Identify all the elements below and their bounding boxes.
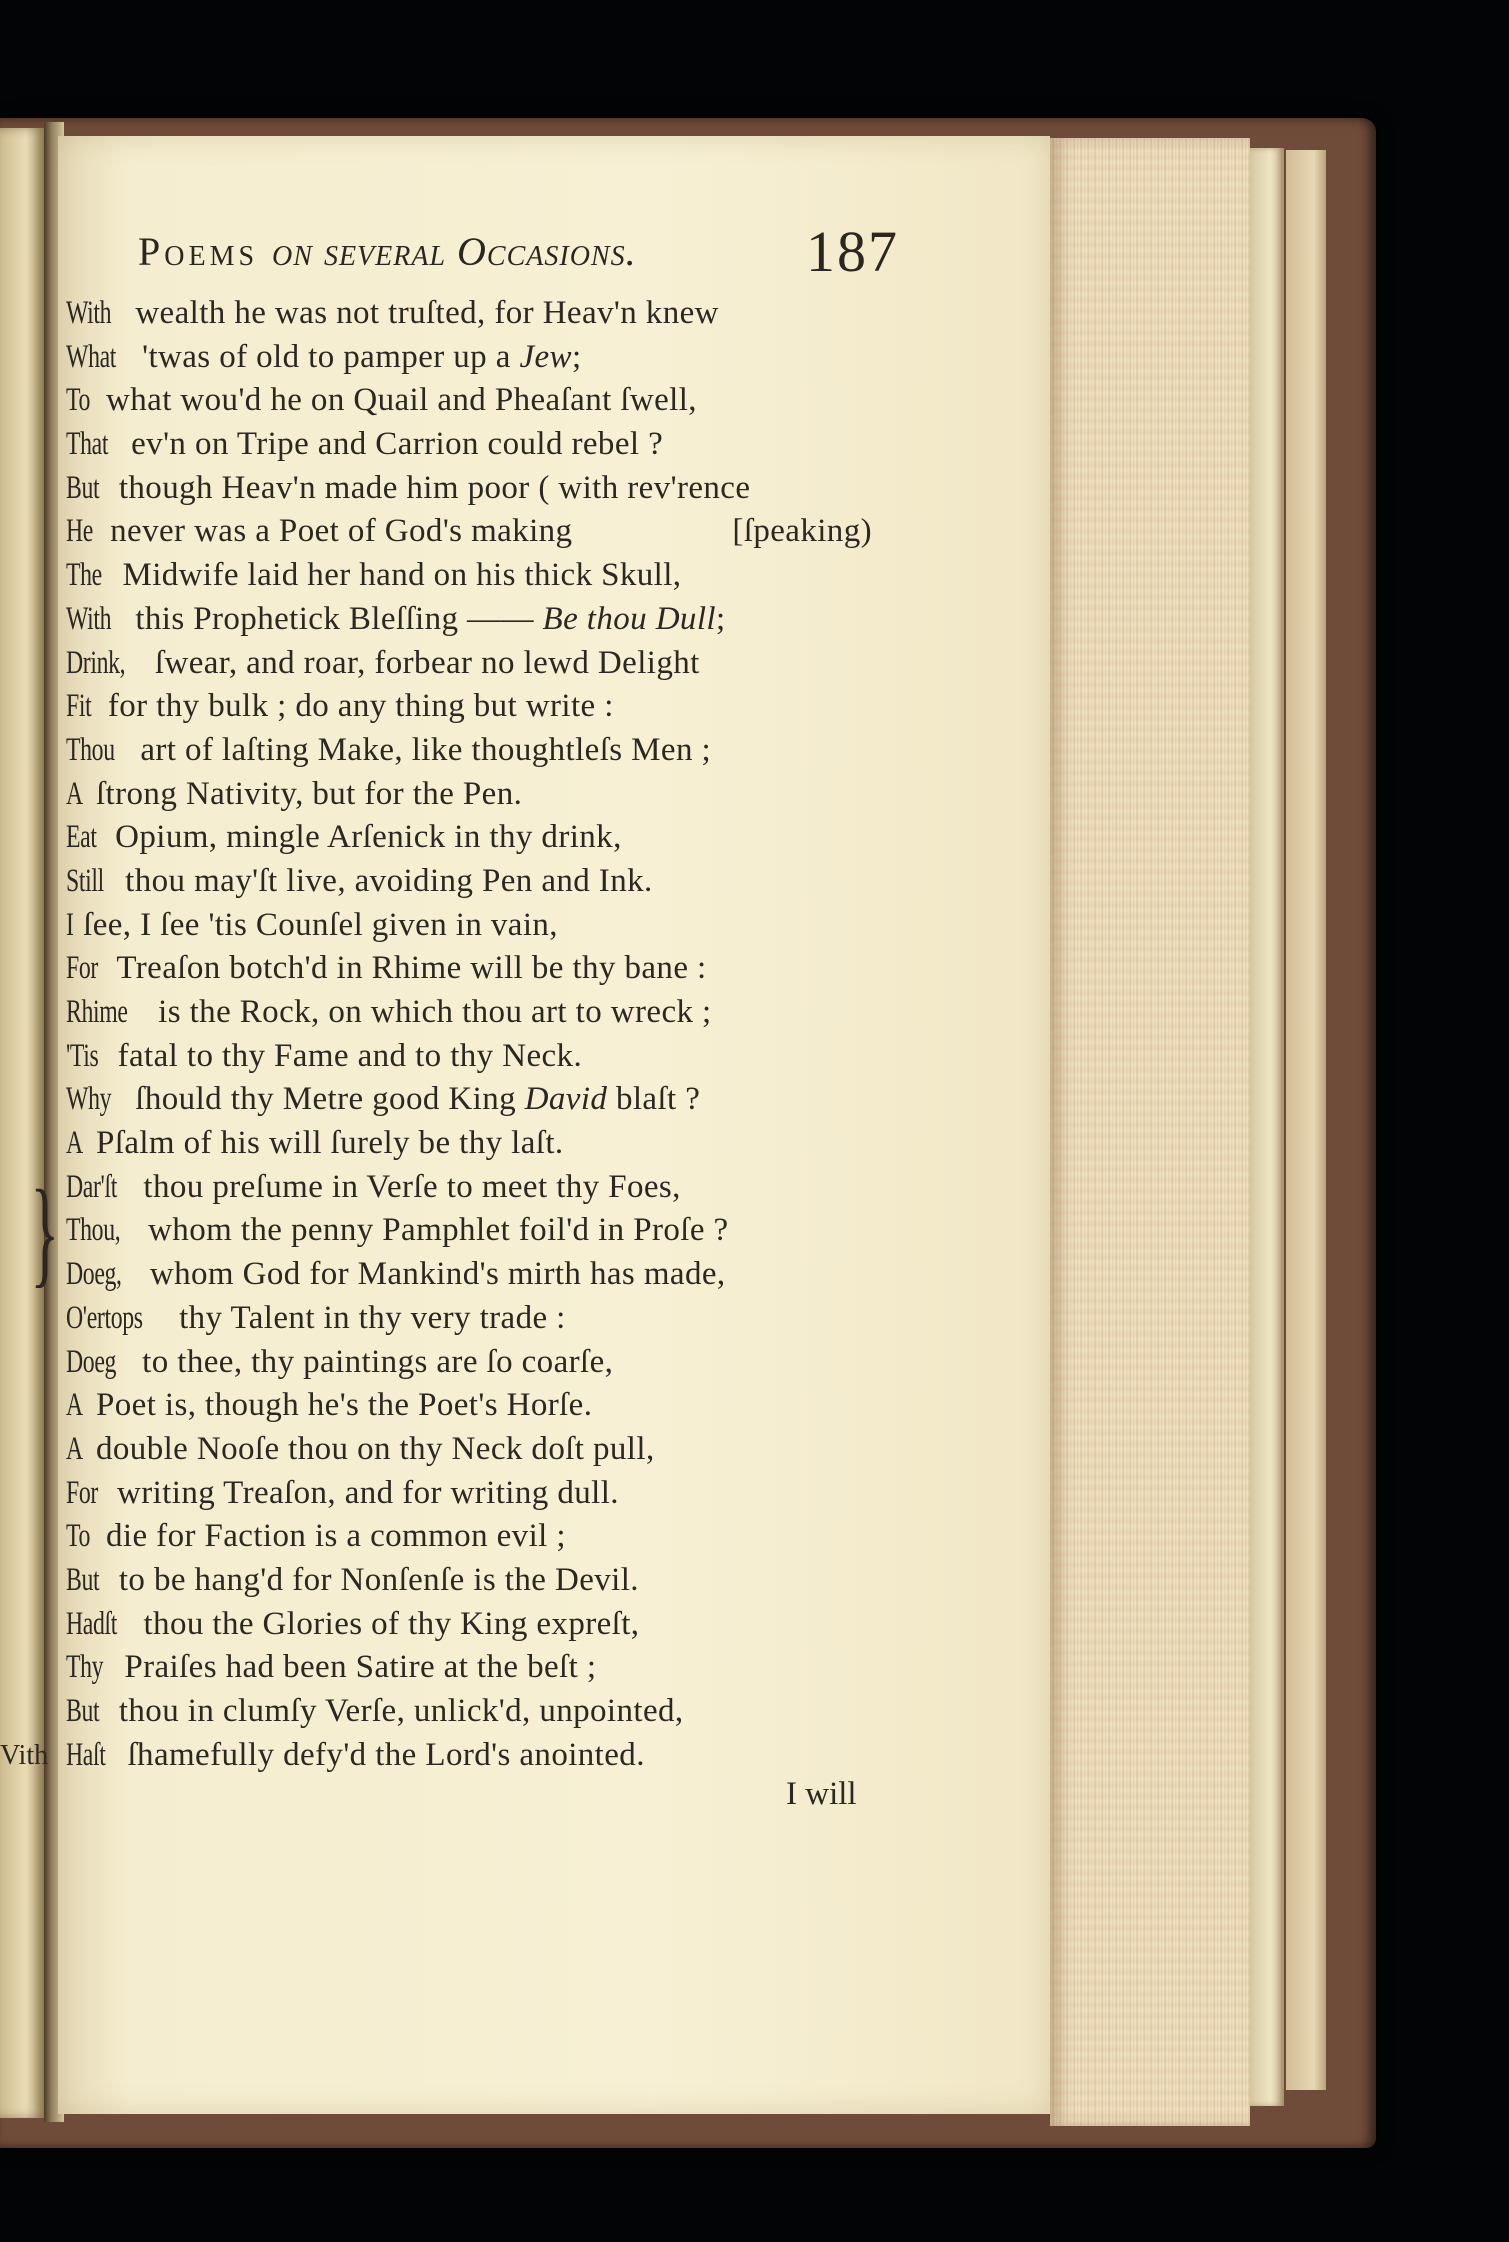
line-lead-word: With [66,295,112,331]
line-lead-word: Doeg [66,1343,117,1380]
line-lead-word: But [66,1561,100,1598]
line-text: double Nooſe thou on thy Neck doſt pull, [87,1430,655,1467]
line-lead-word: To [66,1518,91,1555]
facing-page-fragment: Vith [0,1740,49,1771]
line-text: to thee, thy paintings are ſo coarſe, [133,1343,614,1380]
line-text: thou may'ſt live, avoiding Pen and Ink. [116,862,653,899]
poem-line [66,773,906,817]
line-text: thy Talent in thy very trade : [170,1299,566,1336]
line-lead-word: A [66,1430,83,1467]
poem-line [66,1428,906,1472]
line-text: wealth he was not truſted, for Heav'n knew [126,295,719,331]
line-tail: blaſt ? [607,1081,701,1118]
line-lead-word: Thou, [66,1212,121,1249]
facing-page-brace: } [30,1165,60,1298]
poem-line [66,1690,906,1734]
poem-line [66,860,906,904]
line-text: Opium, mingle Arſenick in thy drink, [106,819,622,856]
line-text: Pſalm of his will ſurely be thy laſt. [87,1125,564,1162]
line-text: ſwear, and roar, forbear no lewd Delight [146,644,700,681]
line-lead-word: Haſt [66,1736,106,1773]
poem-line [66,598,906,642]
line-italic: Be thou Dull [542,600,716,637]
poem-line [66,423,906,467]
line-text: to be hang'd for Nonſenſe is the Devil. [110,1561,639,1598]
poem-line [66,1734,906,1778]
line-text: whom the penny Pamphlet foil'd in Proſe ? [139,1212,729,1249]
poem-line [66,991,906,1035]
line-text: never was a Poet of God's making [101,513,573,550]
line-text: ſhould thy Metre good King [126,1081,525,1118]
line-text: this Prophetick Bleſſing —— [126,600,543,637]
poem-line [66,1253,906,1297]
poem-line [66,1209,906,1253]
line-text: ſtrong Nativity, but for the Pen. [87,775,523,812]
line-lead-word: But [66,1693,100,1729]
running-head-caps: Poems [138,229,259,274]
line-lead-word: Rhime [66,994,128,1030]
poem-line [66,1035,906,1079]
line-lead-word: What [66,338,117,375]
line-lead-word: Eat [66,819,97,856]
line-lead-word: For [66,950,98,987]
line-text: fatal to thy Fame and to thy Neck. [108,1037,583,1074]
page-block-edges [1050,138,1250,2126]
line-lead-word: Why [66,1081,112,1118]
poem-line [66,510,906,554]
poem-line [66,1297,906,1341]
poem-line [66,1341,906,1385]
poem-line [66,1472,906,1516]
poem-line [66,379,906,423]
line-text: thou in clumſy Verſe, unlick'd, unpointed, [110,1693,684,1729]
line-lead-word: A [66,775,83,812]
line-text: Praiſes had been Satire at the beſt ; [115,1649,597,1686]
line-lead-word: A [66,1387,83,1424]
line-lead-word: Drink, [66,644,126,681]
poem-line [66,1646,906,1690]
poem-line [66,467,906,511]
line-turnover: [ſpeaking) [732,513,872,550]
line-lead-word: With [66,600,112,637]
poem-line [66,1515,906,1559]
catchword: I will [786,1776,857,1812]
line-text: thou preſume in Verſe to meet thy Foes, [134,1168,681,1205]
poem-line [66,685,906,729]
line-lead-word: Still [66,862,104,899]
poem-line [66,1603,906,1647]
running-head-italic: on ſeveral Occaſions. [272,229,637,274]
line-text: thou the Glories of thy King expreſt, [134,1605,640,1642]
line-text: though Heav'n made him poor ( with rev'rence [110,469,751,506]
line-text: die for Faction is a common evil ; [97,1518,566,1555]
line-lead-word: Doeg, [66,1256,122,1293]
line-lead-word: For [66,1474,98,1511]
line-text: ſee, I ſee 'tis Counſel given in vain, [74,906,558,943]
line-italic: Jew [519,338,572,375]
poem-line [66,904,906,948]
line-text: whom God for Mankind's mirth has made, [141,1256,726,1293]
line-lead-word: Dar'ſt [66,1168,117,1205]
line-text: what wou'd he on Quail and Pheaſant ſwell, [97,382,697,419]
line-text: Treaſon botch'd in Rhime will be thy bane : [108,950,707,987]
poem-line [66,554,906,598]
line-lead-word: 'Tis [66,1037,99,1074]
running-head [138,228,637,275]
line-text: Midwife laid her hand on his thick Skull, [113,557,682,594]
line-lead-word: I [66,906,74,943]
line-lead-word: He [66,513,93,550]
line-lead-word: Hadſt [66,1605,117,1642]
line-lead-word: The [66,557,102,594]
line-text: ſhamefully defy'd the Lord's anointed. [118,1736,645,1773]
poem-line [66,1559,906,1603]
line-lead-word: Fit [66,688,92,725]
poem-line [66,1384,906,1428]
line-lead-word: Thou [66,731,115,768]
line-lead-word: To [66,382,91,419]
line-lead-word: That [66,426,109,463]
poem-line [66,1166,906,1210]
line-text: 'twas of old to pamper up a [133,338,520,375]
poem-line [66,336,906,380]
inner-leaf [1250,148,1284,2106]
line-text: Poet is, though he's the Poet's Horſe. [87,1387,593,1424]
poem-line [66,729,906,773]
poem-line [66,816,906,860]
line-text: art of laſting Make, like thoughtleſs Men ; [131,731,712,768]
poem-line [66,642,906,686]
line-tail: ; [715,600,726,637]
back-leaf [1286,150,1326,2090]
line-tail: ; [571,338,582,375]
poem-line [66,1122,906,1166]
poem-line [66,947,906,991]
line-lead-word: Thy [66,1649,104,1686]
line-text: writing Treaſon, and for writing dull. [108,1474,619,1511]
line-lead-word: O'ertops [66,1299,143,1336]
facing-page-edge [0,128,49,2118]
page-number: 187 [806,219,899,284]
poem-line [66,1078,906,1122]
page-header [138,218,898,298]
line-lead-word: A [66,1125,83,1162]
poem-text [66,292,906,1777]
poem-line [66,292,906,336]
line-text: for thy bulk ; do any thing but write : [99,688,614,725]
line-text: is the Rock, on which thou art to wreck ; [149,994,712,1030]
line-text: ev'n on Tripe and Carrion could rebel ? [122,426,664,463]
line-italic: David [524,1081,608,1118]
line-lead-word: But [66,469,100,506]
